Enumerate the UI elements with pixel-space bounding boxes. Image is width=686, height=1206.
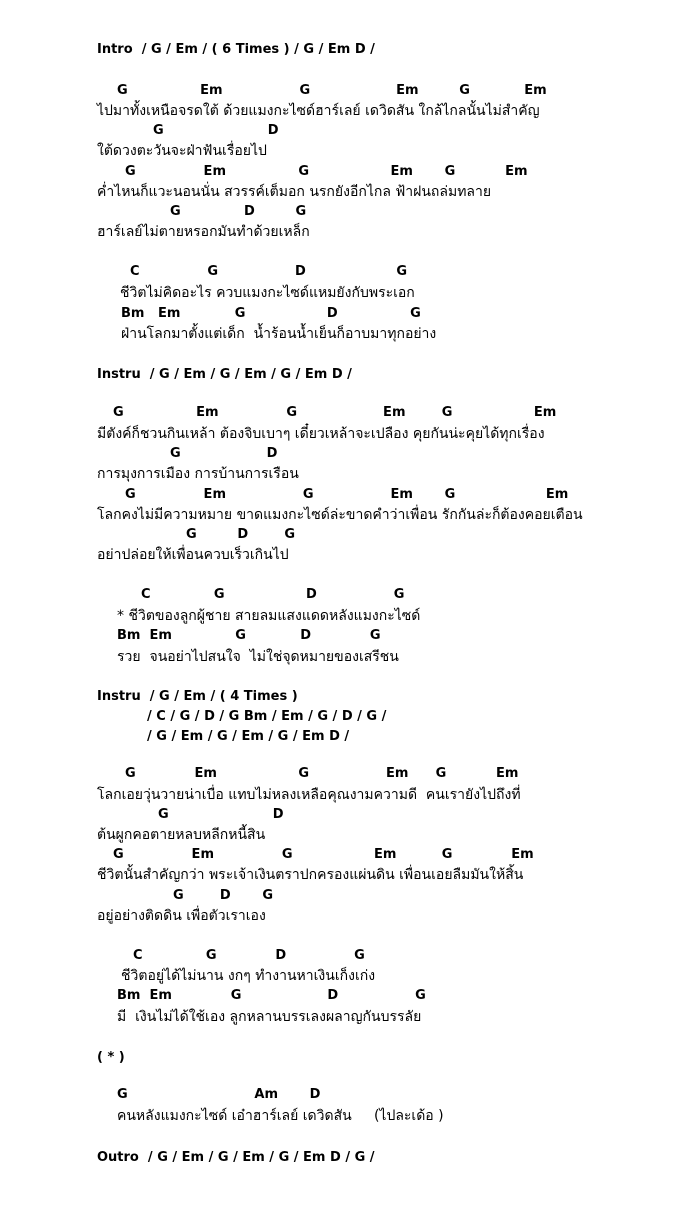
chord-line: G D G: [186, 527, 296, 542]
instrumental-line: Outro / G / Em / G / Em / G / Em D / G /: [97, 1150, 375, 1165]
chord-line: G D G: [170, 204, 307, 219]
lyric-line: รวย จนอย่าไปสนใจ ไม่ใช่จุดหมายของเสรีชน: [117, 649, 399, 665]
instrumental-line: Instru / G / Em / G / Em / G / Em D /: [97, 367, 352, 382]
chord-line: G D: [158, 807, 284, 822]
chord-line: G D G: [173, 888, 274, 903]
lyric-line: มี เงินไม่ได้ใช้เอง ลูกหลานบรรเลงผลาญกันบรรลัย: [117, 1009, 422, 1025]
lyric-line: โลกเอยวุ่นวายน่าเบื่อ แทบไม่หลงเหลือคุณงามความดี คนเรายังไปถึงที่: [97, 787, 521, 803]
chord-line: C G D G: [130, 264, 408, 279]
chord-line: G Em G Em G Em: [117, 83, 547, 98]
lyric-line: ใต้ดวงตะวันจะฝ่าฟันเรื่อยไป: [97, 143, 267, 159]
chord-line: G Em G Em G Em: [125, 164, 528, 179]
lyric-line: อยู่อย่างติดดิน เพื่อตัวเราเอง: [97, 908, 266, 924]
instrumental-line: Instru / G / Em / ( 4 Times ): [97, 689, 298, 704]
lyric-line: ชีวิตนั้นสำคัญกว่า พระเจ้าเงินตราปกครองแผ่นดิน เพื่อนเอยลืมมันให้สิ้น: [97, 867, 524, 883]
lyric-line: การมุงการเมือง การบ้านการเรือน: [97, 466, 299, 482]
chord-line: G Am D: [117, 1087, 321, 1102]
chord-line: Bm Em G D G: [117, 628, 381, 643]
instrumental-line: Intro / G / Em / ( 6 Times ) / G / Em D /: [97, 42, 375, 57]
instrumental-line: ( * ): [97, 1050, 125, 1065]
chord-line: G Em G Em G Em: [113, 847, 534, 862]
lyric-line: ฝ่านโลกมาตั้งแต่เด็ก น้ำร้อนน้ำเย็นก็อาบมาทุกอย่าง: [121, 326, 437, 342]
instrumental-line: / G / Em / G / Em / G / Em D /: [147, 729, 350, 744]
lyric-line: ไปมาทั้งเหนือจรดใต้ ด้วยแมงกะไซด์ฮาร์เลย์ เดวิดสัน ใกล้ไกลนั้นไม่สำคัญ: [97, 103, 540, 119]
lyric-line: * ชีวิตของลูกผู้ชาย สายลมแสงแดดหลังแมงกะไซด์: [117, 608, 421, 624]
chord-line: Bm Em G D G: [117, 988, 426, 1003]
lyric-line: ชีวิตไม่คิดอะไร ควบแมงกะไซด์แหมยังกับพระเอก: [120, 285, 415, 301]
lyric-line: มีตังค์ก็ชวนกินเหล้า ต้องจิบเบาๆ เดี๋ยวเหล้าจะเปลือง คุยกันน่ะคุยได้ทุกเรื่อง: [97, 426, 545, 442]
chord-line: C G D G: [141, 587, 405, 602]
instrumental-line: / C / G / D / G Bm / Em / G / D / G /: [147, 709, 387, 724]
chord-line: Bm Em G D G: [121, 306, 421, 321]
chord-line: G Em G Em G Em: [113, 405, 557, 420]
lyric-line: โลกคงไม่มีความหมาย ขาดแมงกะไซด์ล่ะขาดคำว่าเพื่อน รักกันล่ะก็ต้องคอยเตือน: [97, 507, 583, 523]
lyric-line: ชีวิตอยู่ได้ไม่นาน งกๆ ทำงานหาเงินเก็งเก่ง: [121, 968, 376, 984]
lyric-line: ฮาร์เลย์ไม่ตายหรอกมันทำด้วยเหล็ก: [97, 224, 310, 240]
chord-line: G D: [170, 446, 278, 461]
lyric-line: คนหลังแมงกะไซด์ เอ๋าฮาร์เลย์ เดวิดสัน (ไปละเด้อ ): [117, 1108, 444, 1124]
chord-line: G D: [153, 123, 279, 138]
lyric-line: ต้นผูกคอตายหลบหลีกหนี้สิน: [97, 827, 266, 843]
lyric-line: อย่าปล่อยให้เพื่อนควบเร็วเกินไป: [97, 547, 289, 563]
chord-line: C G D G: [133, 948, 365, 963]
lyric-line: ค่ำไหนก็แวะนอนนั่น สวรรค์เต็มอก นรกยังอีกไกล ฟ้าฝนถล่มทลาย: [97, 184, 492, 200]
chord-line: G Em G Em G Em: [125, 487, 569, 502]
chord-line: G Em G Em G Em: [125, 766, 519, 781]
